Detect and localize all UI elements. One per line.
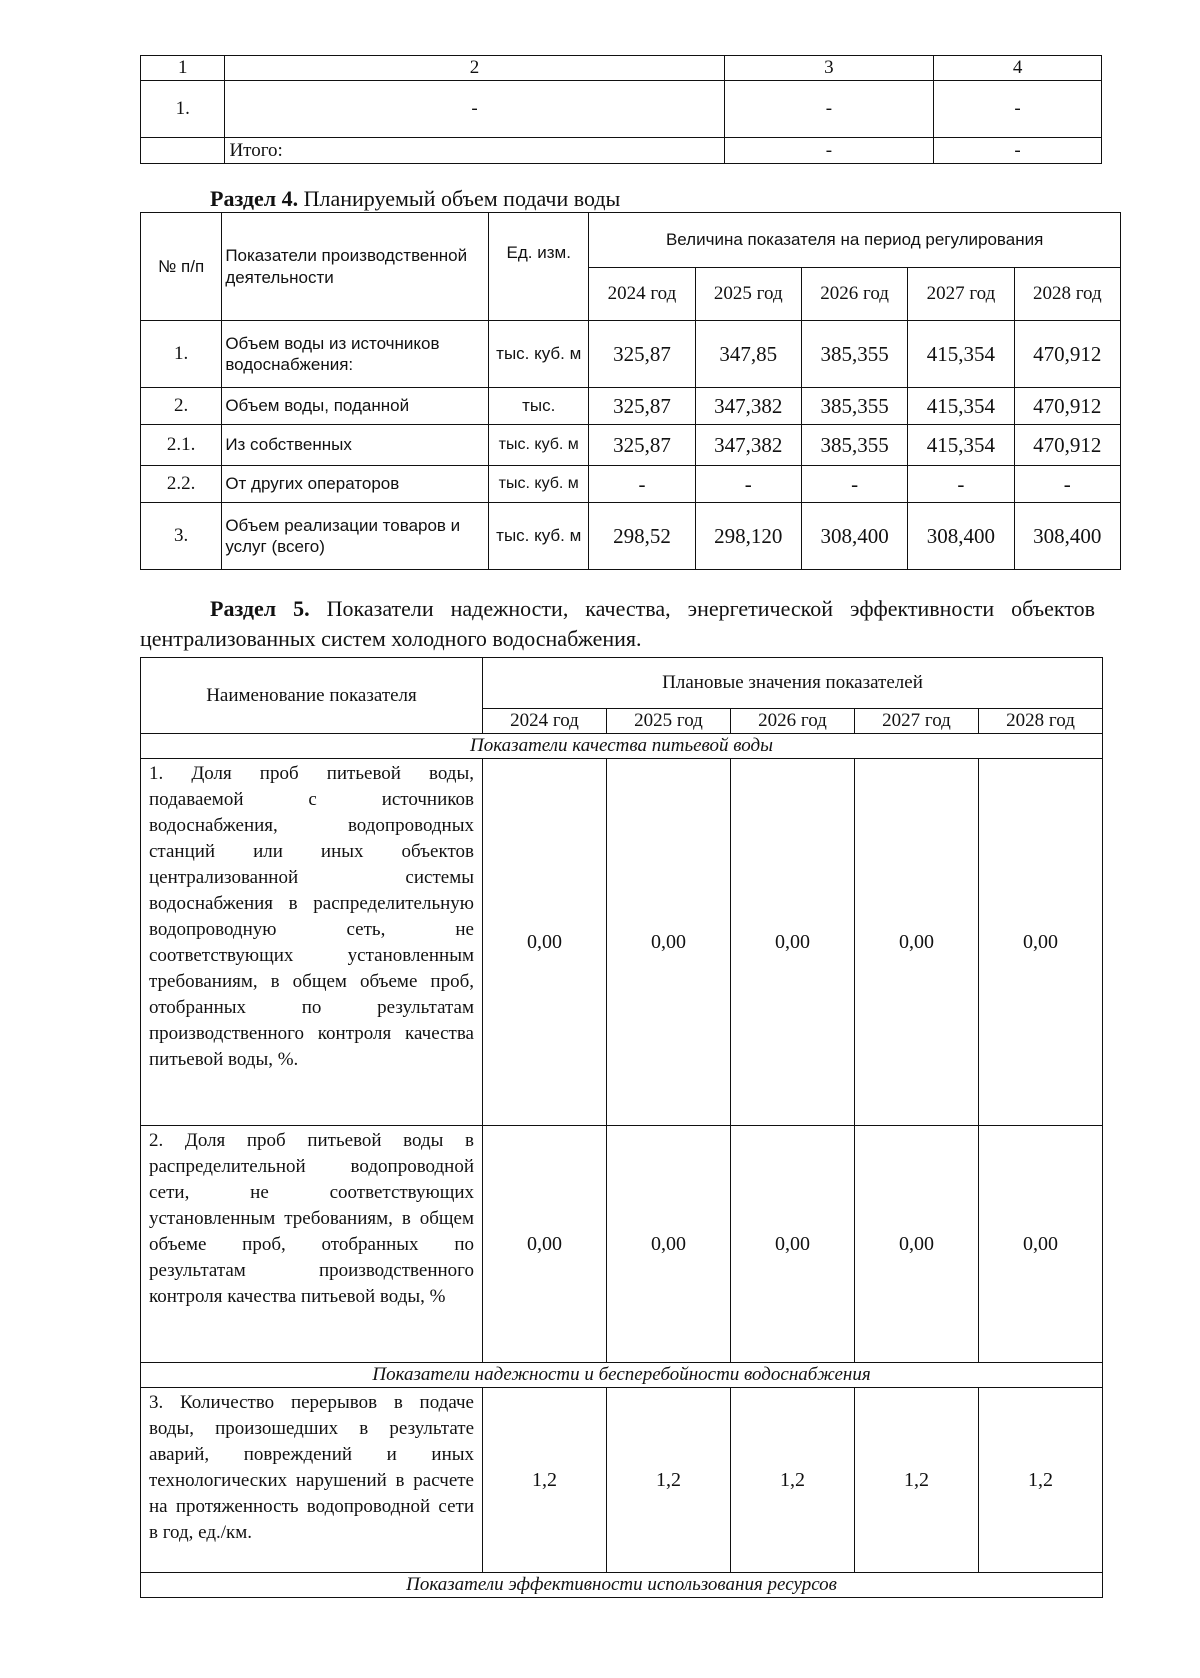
row-name: Объем воды из источников водоснабжения: <box>222 321 489 388</box>
row-number: 1. <box>141 321 222 388</box>
row-value: 347,85 <box>695 321 801 388</box>
row-value: - <box>801 466 907 503</box>
table-row <box>141 1388 1103 1573</box>
column-number-2: 2 <box>225 56 724 81</box>
row-number: 2. <box>141 388 222 425</box>
total-row <box>141 138 1102 164</box>
indicator-value: 0,00 <box>483 759 607 1126</box>
year-header: 2028 год <box>979 709 1103 734</box>
indicator-value: 0,00 <box>855 1126 979 1363</box>
row-value: 385,355 <box>801 425 907 466</box>
water-supply-volume-table <box>140 212 1121 570</box>
column-header-period: Величина показателя на период регулирования <box>589 213 1121 268</box>
table-row <box>141 503 1121 570</box>
row-value: 415,354 <box>908 425 1014 466</box>
row-value: 308,400 <box>1014 503 1120 570</box>
section-4-title: Планируемый объем подачи воды <box>303 186 621 211</box>
row-value: 470,912 <box>1014 388 1120 425</box>
row-number: 2.2. <box>141 466 222 503</box>
indicator-value: 1,2 <box>979 1388 1103 1573</box>
table-row <box>141 321 1121 388</box>
row-unit: тыс. куб. м <box>489 466 589 503</box>
row-value: 470,912 <box>1014 425 1120 466</box>
indicator-name: 2. Доля проб питьевой воды в распределительной водопроводной сети, не соответствующих установленным требованиям, в общем объеме проб, отобранных по результатам производственного контроля качества питьевой воды, % <box>141 1126 483 1363</box>
indicator-value: 1,2 <box>731 1388 855 1573</box>
year-header: 2026 год <box>731 709 855 734</box>
row-number <box>141 138 225 164</box>
table-header-row <box>141 56 1102 81</box>
indicator-value: 0,00 <box>607 1126 731 1363</box>
column-number-3: 3 <box>724 56 934 81</box>
section-5-label: Раздел 5. <box>210 596 310 621</box>
section-title: Показатели качества питьевой воды <box>141 734 1103 759</box>
row-value: - <box>934 81 1102 138</box>
row-name: Объем воды, поданной <box>222 388 489 425</box>
row-value: 347,382 <box>695 425 801 466</box>
table-row <box>141 81 1102 138</box>
row-number: 1. <box>141 81 225 138</box>
total-label: Итого: <box>225 138 724 164</box>
row-number: 3. <box>141 503 222 570</box>
section-title: Показатели эффективности использования ресурсов <box>141 1573 1103 1598</box>
indicator-value: 1,2 <box>483 1388 607 1573</box>
column-header-number: № п/п <box>141 213 222 321</box>
year-header: 2025 год <box>695 268 801 321</box>
row-value: 298,120 <box>695 503 801 570</box>
indicator-name: 3. Количество перерывов в подаче воды, произошедших в результате аварий, повреждений и иных технологических нарушений в расчете на протяженность водопроводной сети в год, ед./км. <box>141 1388 483 1573</box>
row-value: 385,355 <box>801 321 907 388</box>
row-value: 325,87 <box>589 321 695 388</box>
column-header-planned: Плановые значения показателей <box>483 658 1103 709</box>
indicator-value: 0,00 <box>855 759 979 1126</box>
section-row-efficiency <box>141 1573 1103 1598</box>
year-header: 2026 год <box>801 268 907 321</box>
year-header: 2027 год <box>855 709 979 734</box>
indicator-value: 1,2 <box>855 1388 979 1573</box>
row-unit: тыс. <box>489 388 589 425</box>
row-value: 470,912 <box>1014 321 1120 388</box>
section-4-heading <box>210 186 620 212</box>
row-value: - <box>908 466 1014 503</box>
section-5-heading <box>140 594 1095 654</box>
row-unit: тыс. куб. м <box>489 503 589 570</box>
row-value: 415,354 <box>908 321 1014 388</box>
year-header: 2025 год <box>607 709 731 734</box>
indicator-value: 1,2 <box>607 1388 731 1573</box>
indicator-value: 0,00 <box>979 1126 1103 1363</box>
year-header: 2024 год <box>589 268 695 321</box>
indicator-value: 0,00 <box>979 759 1103 1126</box>
section-4-label: Раздел 4. <box>210 186 299 211</box>
row-unit: тыс. куб. м <box>489 321 589 388</box>
column-header-name: Наименование показателя <box>141 658 483 734</box>
row-name: Объем реализации товаров и услуг (всего) <box>222 503 489 570</box>
row-name: От других операторов <box>222 466 489 503</box>
indicator-value: 0,00 <box>607 759 731 1126</box>
row-value: 325,87 <box>589 388 695 425</box>
row-value: - <box>934 138 1102 164</box>
section-5-title: Показатели надежности, качества, энергетической эффективности объектов централизованных систем холодного водоснабжения. <box>140 596 1095 651</box>
year-header: 2027 год <box>908 268 1014 321</box>
section-row-reliability <box>141 1363 1103 1388</box>
row-value: 308,400 <box>908 503 1014 570</box>
section-row-quality <box>141 734 1103 759</box>
quality-indicators-table <box>140 657 1103 1598</box>
year-header: 2024 год <box>483 709 607 734</box>
section-title: Показатели надежности и бесперебойности водоснабжения <box>141 1363 1103 1388</box>
column-header-indicator: Показатели производственной деятельности <box>222 213 489 321</box>
table-previous-section <box>140 55 1102 164</box>
row-value: 308,400 <box>801 503 907 570</box>
table-header-row <box>141 658 1103 709</box>
row-value: - <box>589 466 695 503</box>
row-value: 347,382 <box>695 388 801 425</box>
row-value: - <box>724 138 934 164</box>
row-value: - <box>1014 466 1120 503</box>
row-name: Из собственных <box>222 425 489 466</box>
indicator-value: 0,00 <box>483 1126 607 1363</box>
table-row <box>141 388 1121 425</box>
column-header-unit: Ед. изм. <box>489 213 589 321</box>
table-row <box>141 466 1121 503</box>
row-value: 415,354 <box>908 388 1014 425</box>
indicator-name: 1. Доля проб питьевой воды, подаваемой с источников водоснабжения, водопроводных станций или иных объектов централизованной системы водоснабжения в распределительную водопроводную сеть, не соответствующих установленным требованиям, в общем объеме проб, отобранных по результатам производственного контроля качества питьевой воды, %. <box>141 759 483 1126</box>
row-value: - <box>695 466 801 503</box>
column-number-1: 1 <box>141 56 225 81</box>
table-row <box>141 759 1103 1126</box>
row-value: - <box>724 81 934 138</box>
row-value: 298,52 <box>589 503 695 570</box>
row-value: 325,87 <box>589 425 695 466</box>
row-name: - <box>225 81 724 138</box>
table-header-row <box>141 213 1121 268</box>
table-row <box>141 1126 1103 1363</box>
row-number: 2.1. <box>141 425 222 466</box>
column-number-4: 4 <box>934 56 1102 81</box>
year-header: 2028 год <box>1014 268 1120 321</box>
indicator-value: 0,00 <box>731 1126 855 1363</box>
table-row <box>141 425 1121 466</box>
row-unit: тыс. куб. м <box>489 425 589 466</box>
indicator-value: 0,00 <box>731 759 855 1126</box>
row-value: 385,355 <box>801 388 907 425</box>
